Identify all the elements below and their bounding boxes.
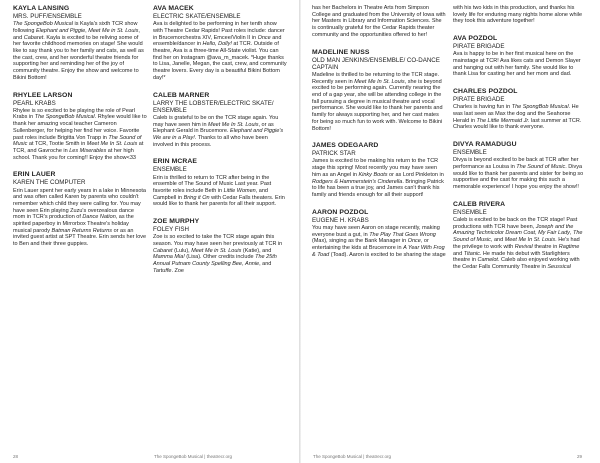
cast-name: AVA MACEK xyxy=(153,5,194,12)
cast-bio xyxy=(453,88,587,131)
cast-bio xyxy=(153,92,287,149)
cast-role: KAREN THE COMPUTER xyxy=(13,179,86,187)
cast-role: OLD MAN JENKINS/ENSEMBLE/ CO-DANCE CAPTAIN xyxy=(312,56,440,71)
cast-bio xyxy=(13,92,147,162)
cast-role: ENSEMBLE xyxy=(153,166,187,174)
cast-bio-text: Charles is having fun in The SpongBob Musical. He was last seen as Max the dog and the Seahorse Herald in The Little Mermaid Jr. last summer at TCR. Charles would like to thank everyone. xyxy=(453,104,582,131)
cast-bio xyxy=(453,201,587,271)
cast-role: ENSEMBLE xyxy=(453,208,487,216)
cast-bio-text: Ava is delighted to be performing in her tenth show with Theatre Cedar Rapids! Past roles include: dancer in Brucemorchestra XIV, Emcee/Violin II in Once and ensemble/dancer in Hello, Dolly! at TCR. Outside of theatre, Ava is a three-time All-State violist. You can find her on Instagram @ava_m_macek. *Huge thanks to Lisa, Janelle, Megan, the cast, crew, and community theatre lovers. Every day is a beautiful Bikini Bottom day!* xyxy=(153,21,287,81)
cast-name: KAYLA LANSING xyxy=(13,5,70,12)
cast-bio xyxy=(312,5,446,39)
cast-bio xyxy=(453,141,587,191)
page-gutter xyxy=(299,0,301,463)
cast-role: ELECTRIC SKATE/ENSEMBLE xyxy=(153,13,241,20)
right-footer-text: The SpongeBob Musical | theatrecr.org xyxy=(313,454,391,459)
cast-bio-text: Madeline is thrilled to be returning to the TCR stage. Recently seen in Meet Me In St. Louis, she is beyond excited to be performing again. Currently nearing the end of a gap year, she will be attending college in the fall pursuing a degree in musical theatre and vocal performance. She would like to thank her parents and family for always supporting her, and her cast mates for being so much fun to work with. Welcome to Bikini Bottom! xyxy=(312,71,443,132)
cast-role: PEARL KRABS xyxy=(13,99,56,107)
bio-column-1 xyxy=(13,5,147,258)
right-page-number: 29 xyxy=(577,454,583,459)
cast-name: JAMES ODEGAARD xyxy=(312,142,379,150)
cast-bio xyxy=(453,35,587,78)
cast-role: PATRICK STAR xyxy=(312,150,356,158)
cast-bio-text: Ava is happy to be in her first musical here on the mainstage at TCR! Ava likes cats and Demon Slayer and hanging out with her family. She would like to thank Lisa for casting her and her mom and dad. xyxy=(453,51,581,78)
cast-name: CHARLES POZDOL xyxy=(453,88,518,96)
cast-role: PIRATE BRIGADE xyxy=(453,96,505,104)
bio-column-4 xyxy=(453,5,587,281)
cast-bio xyxy=(312,142,446,198)
cast-bio xyxy=(453,5,587,25)
bio-column-2 xyxy=(153,5,287,285)
cast-bio-text: James is excited to be making his return to the TCR stage this spring! Most recently you may have seen him as an Angel in Kinky Boots or as Lord Pinkleton in Rodgers & Hammerstein's Cinderella. Bringing Patrick to life has been a true joy, and James can't thank his family and friends enough for all their support! xyxy=(312,158,444,198)
cast-bio-text: You may have seen Aaron on stage recently, making everyone bust a gut, in The Play That Goes Wrong (Max), singing as the Bank Manager in Once, or entertaining the kids at Brucemore in A Year With Frog & Toad (Toad). Aaron is excited to be sharing the stage xyxy=(312,224,446,258)
left-page-number: 28 xyxy=(13,454,19,459)
cast-bio-text: with his two kids in this production, and thanks his lovely life for enduring many nights home alone while they took this adventure together! xyxy=(453,5,583,25)
cast-bio-text: The SpongeBob Musical is Kayla's sixth TCR show following Elephant and Piggie, Meet Me in St. Louis, and Cabaret. Kayla is excited to be reliving some of her favorite childhood memories on stage! She would like to say thank you to her family and cats, as well as the cast, crew, and her wonderful theatre friends for supporting her and reminding her of the joy of community theatre. Enjoy the show and welcome to Bikini Bottom! xyxy=(13,21,144,81)
cast-bio-text: Erin Lauer spent her early years in a lake in Minnesota and was often called Karen by parents who couldn't remember which child they were calling for. You may have seen Erin playing Zuzu's overzealous dance mom in TCR's production of Dance Nation, as the spirited paperboy in Mirrorbox Theatre's holiday musical parody Batman Returns Returns or as an invited guest artist at SPT Theatre. Erin sends her love to Ben and their three guppies. xyxy=(13,187,147,248)
cast-bio xyxy=(153,158,287,208)
cast-name: ERIN LAUER xyxy=(13,171,56,179)
cast-bio-text: has her Bachelors in Theatre Arts from Simpson College and graduated from the University of Iowa with her Masters in Library and Information Sciences. She is continually grateful for the Cedar Rapids theater community and the opportunities offered to her! xyxy=(312,5,446,38)
cast-role: EUGENE H. KRABS xyxy=(312,216,369,224)
cast-bio-text: Divya is beyond excited to be back at TCR after her performance as Louisa in The Sound of Music. Divya would like to thank her parents and sister for being so supportive and the cast for making this such a memorable experience! I hope you enjoy the show!! xyxy=(453,157,584,191)
cast-role: ENSEMBLE xyxy=(453,149,487,157)
cast-bio xyxy=(312,209,446,259)
cast-role: MRS. PUFF/ENSEMBLE xyxy=(13,13,82,20)
cast-name: CALEB RIVERA xyxy=(453,200,506,208)
cast-name: RHYLEE LARSON xyxy=(13,91,73,99)
cast-role: LARRY THE LOBSTER/ELECTRIC SKATE/ ENSEMBLE xyxy=(153,99,274,114)
cast-bio-text: Rhylee is so excited to be playing the role of Pearl Krabs in The SpongeBob Musical. Rhylee would like to thank her amazing vocal teacher Cameron Sullenberger, for helping her find her voice. Favorite past roles include Brigitta Von Trapp in The Sound of Music at TCR, Tootie Smith in Meet Me In St. Louis at TCR, and Gavroche in Les Miserables at her high school. Thank you for coming!! Enjoy the show<33 xyxy=(13,107,147,161)
cast-bio-text: Caleb is grateful to be on the TCR stage again. You may have seen him in Meet Me In St. Louis, or as Elephant Gerald in Brucemore. Elephant and Piggie's We are in a Play!. Thanks to all who have been involved in this process. xyxy=(153,114,284,148)
cast-name: MADELINE NUSS xyxy=(312,48,370,56)
cast-name: DIVYA RAMADUGU xyxy=(453,141,517,149)
cast-bio-text: Zoe is so excited to take the TCR stage again this season. You may have seen her previously at TCR in Cabaret (Lulu), Meet Me in St. Louis (Katie), and Mamma Mia! (Lisa). Other credits include The 25th Annual Putnam County Spelling Bee, Annie, and Tartuffe. Zoe xyxy=(153,234,283,274)
cast-name: AVA POZDOL xyxy=(453,35,498,43)
cast-name: ERIN MCRAE xyxy=(153,158,198,166)
left-footer-text: The SpongeBob Musical | theatrecr.org xyxy=(154,454,232,459)
cast-name: AARON POZDOL xyxy=(312,208,369,216)
cast-role: PIRATE BRIGADE xyxy=(453,43,505,51)
cast-bio xyxy=(153,218,287,274)
cast-bio xyxy=(153,5,287,82)
bio-column-3 xyxy=(312,5,446,268)
cast-role: FOLEY FISH xyxy=(153,226,189,234)
cast-bio xyxy=(13,5,147,82)
cast-bio xyxy=(13,171,147,248)
cast-bio-text: Erin is thrilled to return to TCR after being in the ensemble of The Sound of Music Last year. Past favorite roles include Beth in Little Women, and Campbell in Bring it On with Cedar Falls theaters. Erin would like to thank her parents for all their support. xyxy=(153,174,285,208)
cast-name: ZOE MURPHY xyxy=(153,218,200,226)
cast-name: CALEB MARNER xyxy=(153,91,210,99)
cast-bio-text: Caleb is excited to be back on the TCR stage! Past productions with TCR have been, Joseph and the Amazing Technicolor Dream Coat, My Fair Lady, The Sound of Music, and Meet Me In St. Louis. He's had the privilege to work with Revival theatre in Ragtime and Titanic. He made his debut with Starlighters theatre in Camelot. Caleb also enjoyed working with the Cedar Falls Community Theatre in Seussical xyxy=(453,217,583,270)
cast-bio xyxy=(312,49,446,133)
